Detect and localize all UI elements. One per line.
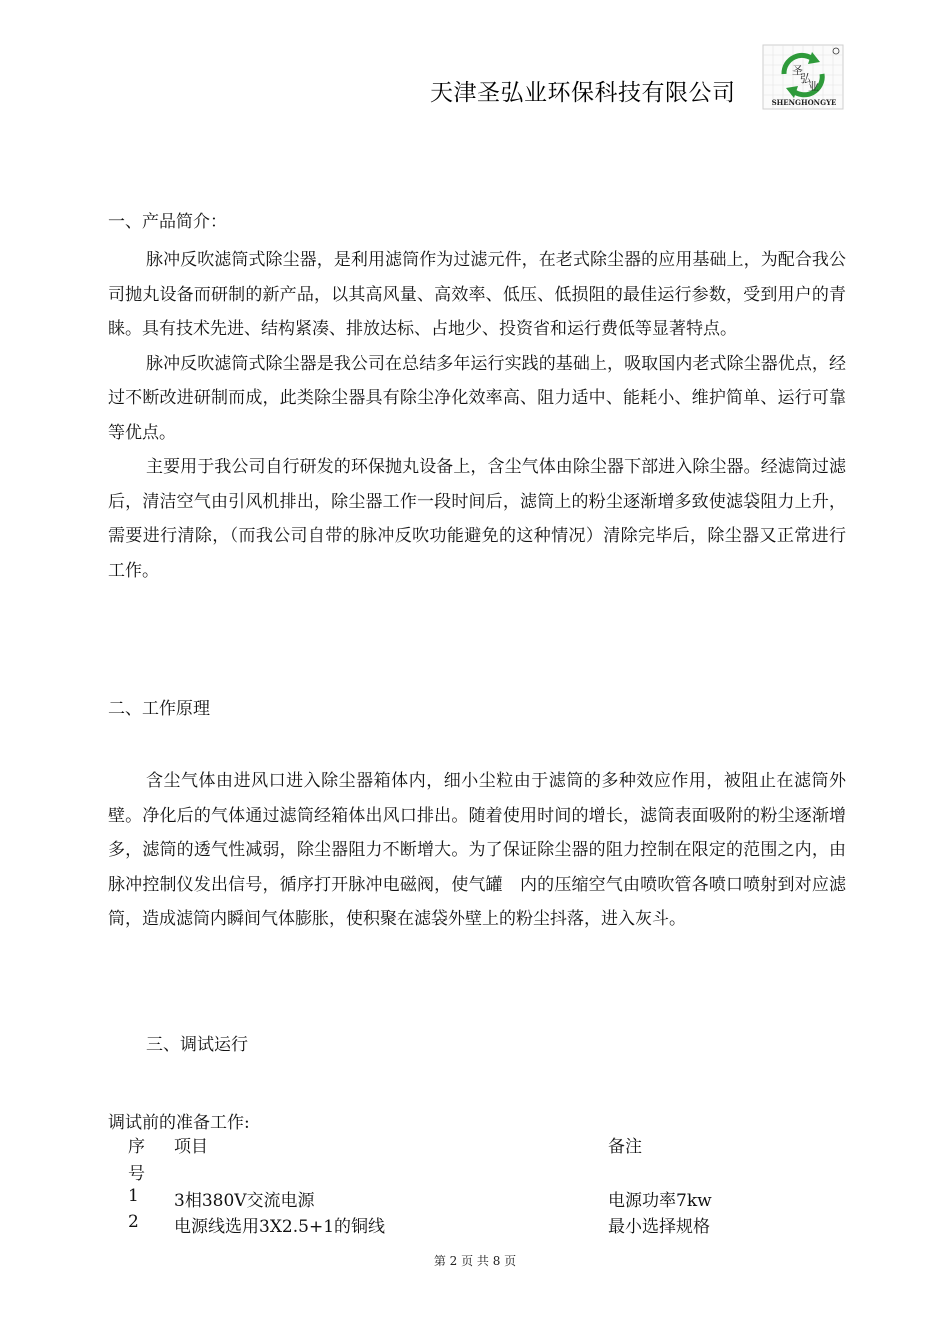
prep-title: 调试前的准备工作:: [108, 1113, 250, 1133]
logo-caption: SHENGHONGYE: [771, 98, 837, 107]
row-item: 3相380V交流电源: [174, 1191, 315, 1211]
paragraph: 含尘气体由进风口进入除尘器箱体内，细小尘粒由于滤筒的多种效应作用，被阻止在滤筒外壁。净化后的气体通过滤筒经箱体出风口排出。随着使用时间的增长，滤筒表面吸附的粉尘逐渐增多，滤筒的透气性减弱，除尘器阻力不断增大。为了保证除尘器的阻力控制在限定的范围之内，由脉冲控制仪发出信号，循序打开脉冲电磁阀，使气罐 内的压缩空气由喷吹管各喷口喷射到对应滤筒，造成滤筒内瞬间气体膨胀，使积聚在滤袋外壁上的粉尘抖落，进入灰斗。: [108, 771, 846, 929]
section-principle-body: [108, 764, 846, 937]
header-no-line2: 号: [128, 1164, 145, 1184]
paragraph: 脉冲反吹滤筒式除尘器，是利用滤筒作为过滤元件，在老式除尘器的应用基础上，为配合我公司抛丸设备而研制的新产品，以其高风量、高效率、低压、低损阻的最佳运行参数，受到用户的青睐。具有技术先进、结构紧凑、排放达标、占地少、投资省和运行费低等显著特点。: [108, 250, 846, 339]
header-note: 备注: [608, 1137, 642, 1157]
header-no: [128, 1132, 152, 1184]
section-heading-principle: 二、工作原理: [108, 699, 210, 719]
row-no: 1: [128, 1186, 139, 1206]
section-intro-body: [108, 243, 846, 588]
company-name: 天津圣弘业环保科技有限公司: [430, 80, 736, 106]
row-note: 最小选择规格: [608, 1217, 710, 1237]
header-no-line1: 序: [128, 1137, 145, 1157]
svg-text:业: 业: [808, 80, 819, 93]
row-no: 2: [128, 1212, 139, 1232]
section-heading-commissioning: 三、调试运行: [146, 1035, 248, 1055]
svg-text:弘: 弘: [800, 72, 811, 85]
page-number: 第 2 页 共 8 页: [433, 1254, 517, 1268]
table-row: [108, 1212, 748, 1242]
header-item: 项目: [174, 1137, 208, 1157]
paragraph: 脉冲反吹滤筒式除尘器是我公司在总结多年运行实践的基础上，吸取国内老式除尘器优点，经过不断改进研制而成，此类除尘器具有除尘净化效率高、阻力适中、能耗小、维护简单、运行可靠等优点。: [108, 353, 846, 443]
row-note: 电源功率7kw: [608, 1191, 712, 1211]
svg-text:圣: 圣: [792, 64, 803, 77]
table-header-row: [108, 1132, 748, 1184]
section-heading-intro: 一、产品简介：: [108, 212, 227, 232]
row-item: 电源线选用3X2.5+1的铜线: [174, 1217, 386, 1237]
paragraph: 主要用于我公司自行研发的环保抛丸设备上，含尘气体由除尘器下部进入除尘器。经滤筒过滤后，清洁空气由引风机排出，除尘器工作一段时间后，滤筒上的粉尘逐渐增多致使滤袋阻力上升，需要进行清除，（而我公司自带的脉冲反吹功能避免的这种情况）清除完毕后，除尘器又正常进行工作。: [108, 457, 846, 581]
